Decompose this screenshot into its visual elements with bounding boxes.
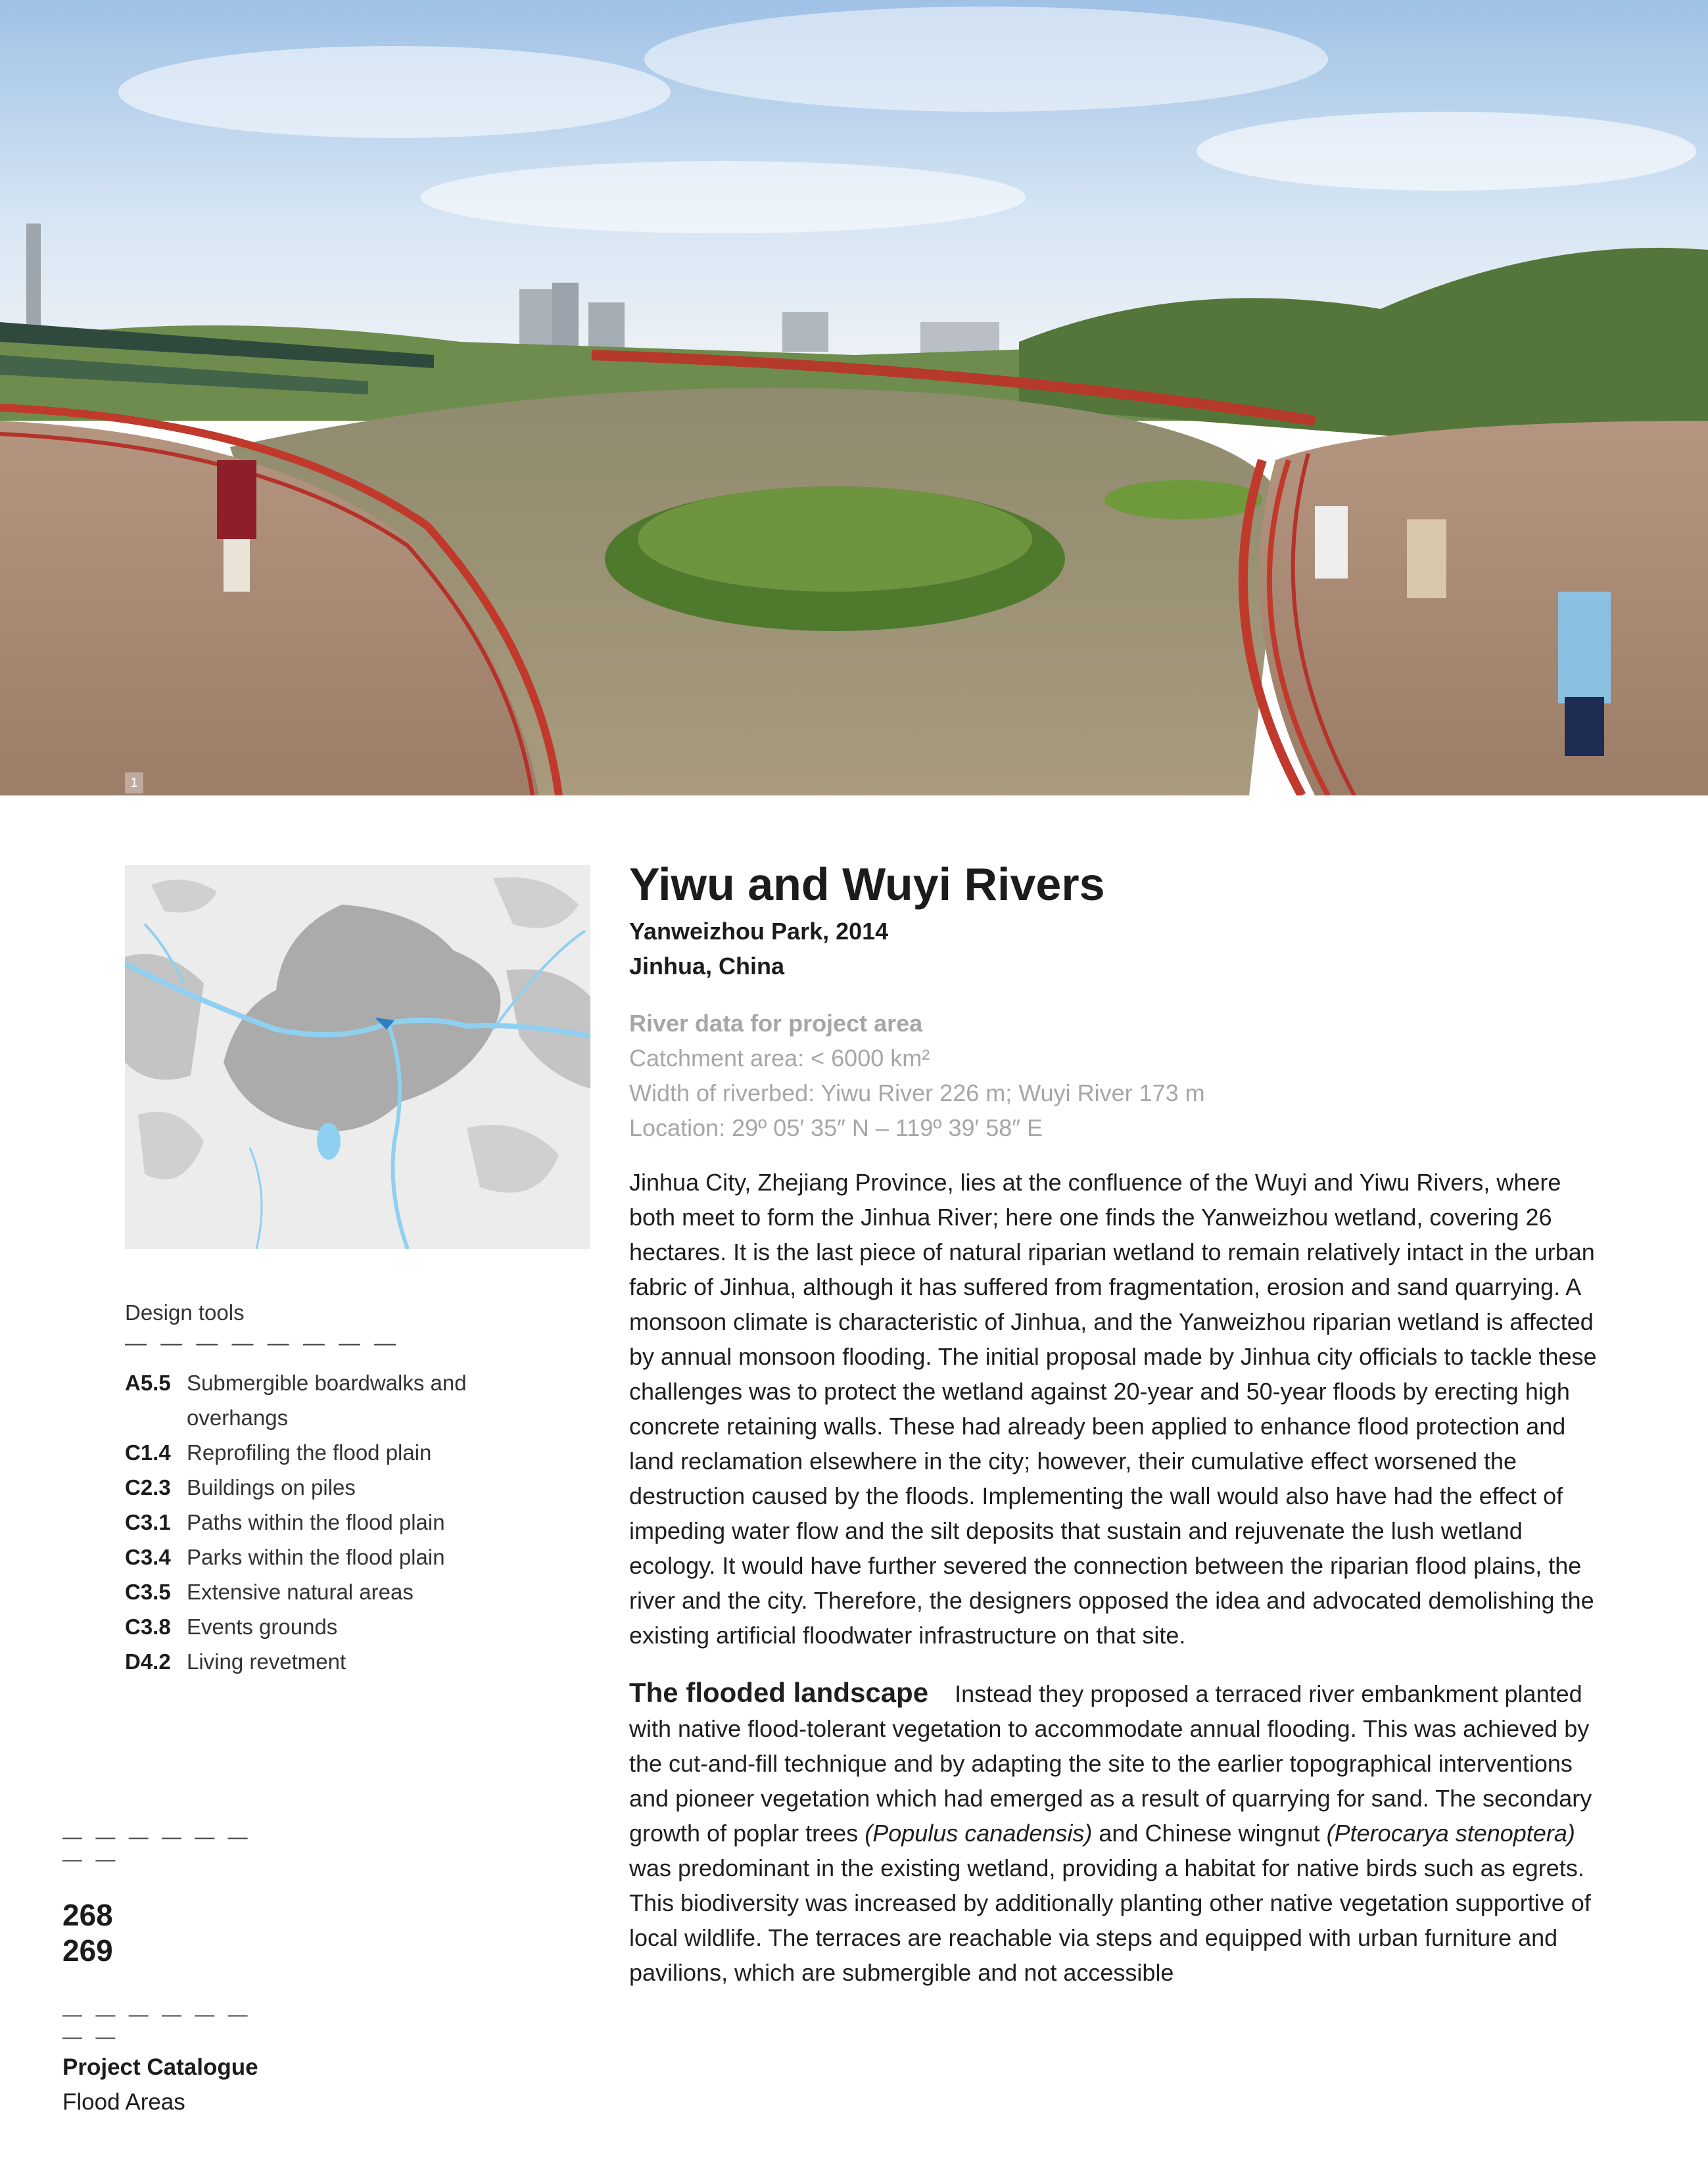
tool-item xyxy=(125,1505,585,1540)
locator-map xyxy=(125,865,590,1249)
tool-label: Parks within the flood plain xyxy=(187,1545,445,1569)
tool-item xyxy=(125,1540,585,1574)
text-run: and Chinese wingnut xyxy=(1092,1820,1327,1847)
tool-label: Events grounds xyxy=(187,1615,338,1639)
tool-label: Living revetment xyxy=(187,1649,346,1674)
coordinates: Location: 29º 05′ 35″ N – 119º 39′ 58″ E xyxy=(629,1114,1043,1141)
hero-photo xyxy=(0,0,1708,795)
text-run: Instead they proposed a terraced river embankment planted with native flood-tolerant vegetation to accommodate annual flooding. This was achieved by the cut-and-fill technique and by adapting the site to the earlier topographical interventions and pioneer vegetation which had emerged as a result of quarrying for sand. The secondary growth of poplar trees xyxy=(629,1680,1592,1847)
paragraph-intro: Jinhua City, Zhejiang Province, lies at the confluence of the Wuyi and Yiwu Rivers, where both meet to form the Jinhua River; here one finds the Yanweizhou wetland, covering 26 hectares. It is the last piece of natural riparian wetland to remain relatively intact in the urban fabric of Jinhua, although it has suffered from fragmentation, erosion and sand quarrying. A monsoon climate is characteristic of Jinhua, and the Yanweizhou riparian wetland is affected by annual monsoon flooding. The initial proposal made by Jinhua city officials to tackle these challenges was to protect the wetland against 20-year and 50-year floods by erecting high concrete retaining walls. These had already been applied to enhance flood protection and land reclamation elsewhere in the city; however, their cumulative effect worsened the destruction caused by the floods. Implementing the wall would also have had the effect of impeding water flow and the silt deposits that sustain and rejuvenate the lush wetland ecology. It would have further severed the connection between the riparian flood plains, the river and the city. Therefore, the designers opposed the idea and advocated demolishing the existing artificial floodwater infrastructure on that site. xyxy=(629,1169,1597,1649)
wetland-park-illustration xyxy=(0,0,1708,795)
project-location: Jinhua, China xyxy=(629,953,785,980)
tool-label: Extensive natural areas xyxy=(187,1580,414,1604)
tool-label: Paths within the flood plain xyxy=(187,1510,445,1534)
tool-label: Buildings on piles xyxy=(187,1475,356,1500)
species-name: (Populus canadensis) xyxy=(865,1820,1093,1847)
page-numbers xyxy=(62,1897,113,1968)
tool-item xyxy=(125,1644,585,1679)
folio-divider-top: — — — — — — — — xyxy=(62,1826,252,1870)
folio-divider-bottom: — — — — — — — — xyxy=(62,2004,252,2048)
tool-code: A5.5 xyxy=(125,1371,171,1395)
project-name: Yanweizhou Park, 2014 xyxy=(629,918,889,945)
section-label xyxy=(62,2050,258,2119)
tool-code: C3.5 xyxy=(125,1580,171,1604)
tool-label: Submergible boardwalks and overhangs xyxy=(187,1371,467,1430)
text-run: was predominant in the existing wetland, providing a habitat for native birds such as egrets. This biodiversity was increased by additionally planting other native vegetation supportive of local wildlife. The terraces are reachable via steps and equipped with urban furniture and pavilions, which are submergible and not accessible xyxy=(629,1855,1591,1986)
section-name: Project Catalogue xyxy=(62,2054,258,2080)
tool-code: D4.2 xyxy=(125,1649,171,1674)
tool-item xyxy=(125,1470,585,1505)
page-number-left: 268 xyxy=(62,1898,113,1932)
tool-code: C2.3 xyxy=(125,1475,171,1500)
tool-item xyxy=(125,1574,585,1609)
design-tools-heading: Design tools xyxy=(125,1300,245,1325)
catchment-area: Catchment area: < 6000 km² xyxy=(629,1045,930,1072)
tool-code: C3.8 xyxy=(125,1615,171,1639)
body-text xyxy=(629,1165,1602,1990)
subsection-name: Flood Areas xyxy=(62,2089,185,2115)
page-title: Yiwu and Wuyi Rivers xyxy=(629,859,1105,910)
tool-code: C3.1 xyxy=(125,1510,171,1534)
section-heading: The flooded landscape xyxy=(629,1677,929,1708)
tool-code: C3.4 xyxy=(125,1545,171,1569)
river-data xyxy=(629,1006,1602,1145)
tool-item xyxy=(125,1435,585,1470)
map-illustration xyxy=(125,865,590,1249)
design-tools-divider: — — — — — — — — xyxy=(125,1331,400,1355)
river-data-heading: River data for project area xyxy=(629,1010,923,1037)
paragraph-flooded-landscape xyxy=(629,1675,1602,1990)
riverbed-width: Width of riverbed: Yiwu River 226 m; Wuyi River 173 m xyxy=(629,1079,1205,1106)
design-tools xyxy=(125,1295,585,1679)
tool-item xyxy=(125,1365,585,1435)
tool-code: C1.4 xyxy=(125,1440,171,1465)
page-number-right: 269 xyxy=(62,1933,113,1968)
species-name: (Pterocarya stenoptera) xyxy=(1326,1820,1575,1847)
tool-label: Reprofiling the flood plain xyxy=(187,1440,432,1465)
main-column xyxy=(629,855,1602,1990)
photo-number: 1 xyxy=(125,772,143,793)
tool-item xyxy=(125,1609,585,1644)
